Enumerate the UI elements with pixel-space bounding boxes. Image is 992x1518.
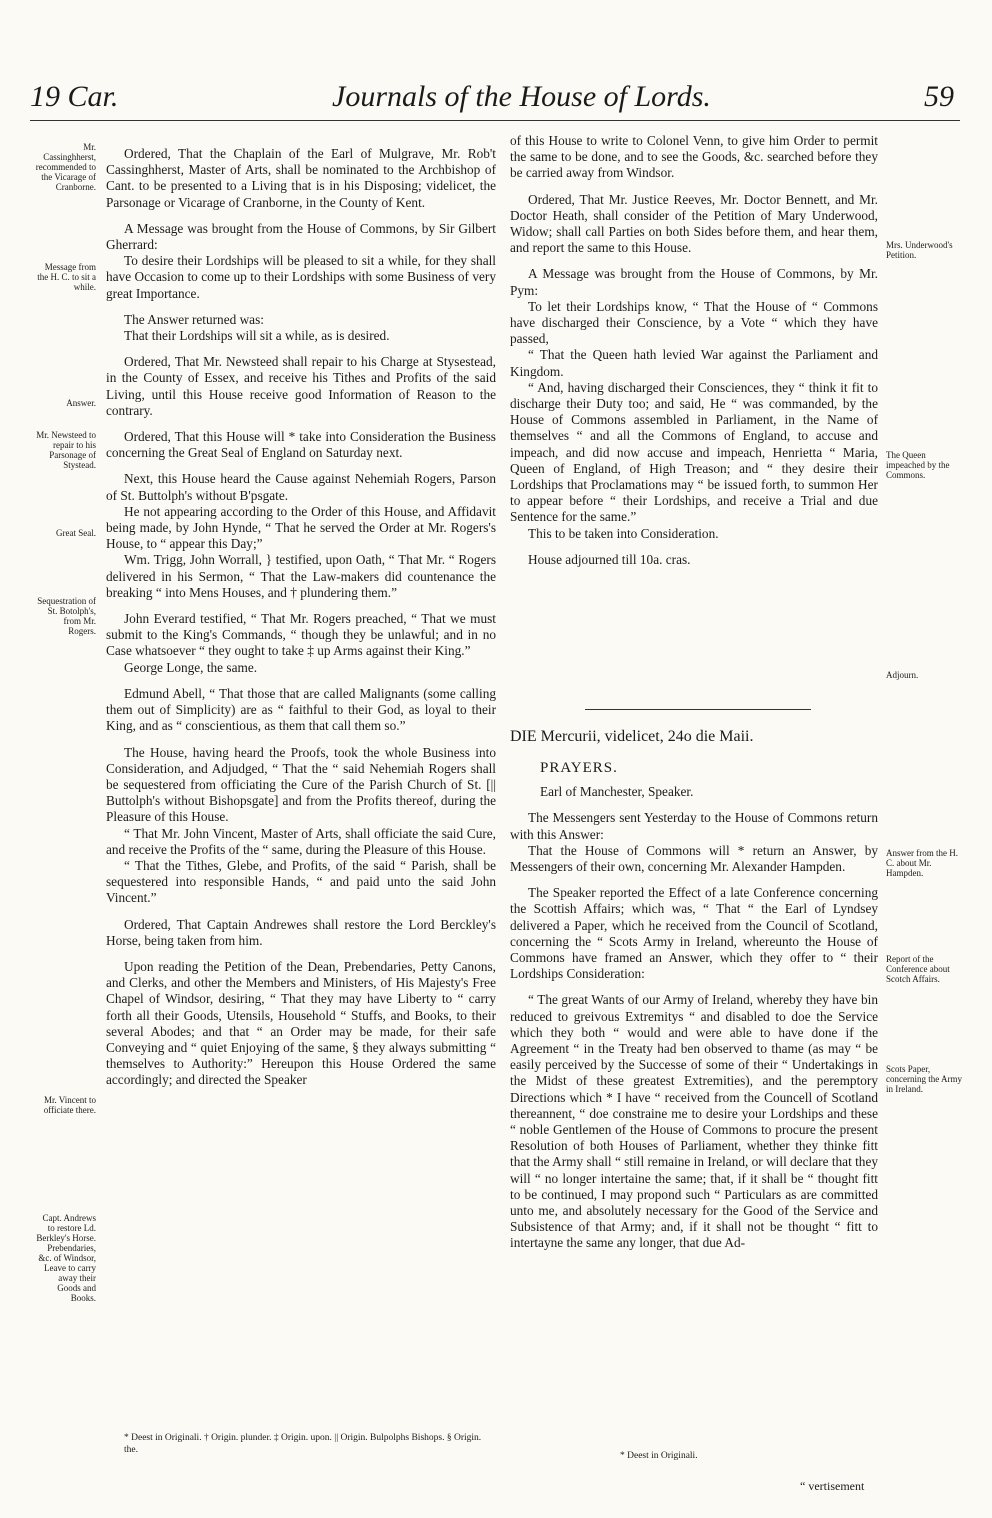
footnote: * Deest in Originali. [620, 1451, 698, 1461]
prayers-heading: PRAYERS. [540, 760, 618, 776]
paragraph: To let their Lordships know, “ That the House of “ Commons have discharged their Conscience, by a Vote “ which they have passed, [510, 298, 878, 347]
paragraph: A Message was brought from the House of Commons, by Mr. Pym: [510, 266, 878, 298]
paragraph: The Speaker reported the Effect of a late Conference concerning the Scottish Affairs; which was, “ That “ the Earl of Lyndsey delivered a Paper, which he received from the Council of Scotland, concerning the “ Scots Army in Ireland, whereunto the House of Commons have framed an Answer, which they offer to “ their Lordships Consideration: [510, 885, 878, 982]
paragraph: A Message was brought from the House of Commons, by Sir Gilbert Gherrard: [106, 220, 496, 253]
running-head-title: Journals of the House of Lords. [332, 80, 711, 113]
paragraph: To desire their Lordships will be pleased to sit a while, for they shall have Occasion to come up to their Lordships with some Business of very great Importance. [106, 253, 496, 301]
margin-note: Mr. Vincent to officiate there. [43, 1095, 96, 1115]
paragraph: Ordered, That Mr. Justice Reeves, Mr. Doctor Bennett, and Mr. Doctor Heath, shall consider of the Petition of Mary Underwood, Widow; shall call Parties on both Sides before them, and hear them, and report the same to this House. [510, 191, 878, 256]
margin-note: Sequestration of St. Botolph's, from Mr. Rogers. [37, 596, 96, 636]
paragraph: Upon reading the Petition of the Dean, Prebendaries, Petty Canons, and Clerks, and other the Members and Ministers, of His Majesty's Free Chapel of Windsor, desiring, “ That they may have Liberty to “ carry forth all their Goods, Utensils, Household “ Stuffs, and Books, to their several Abodes; and that “ an Order may be made, for their safe Conveying and “ quiet Enjoying of the same, § they always submitting “ themselves to Authority:” Hereupon this House Ordered the same accordingly; and directed the Speaker [106, 958, 496, 1088]
paragraph: The Messengers sent Yesterday to the House of Commons return with this Answer: [510, 810, 878, 842]
margin-note: Scots Paper, concerning the Army in Ireland. [886, 1064, 962, 1094]
paragraph: Next, this House heard the Cause against Nehemiah Rogers, Parson of St. Buttolph's without B'psgate. [106, 471, 496, 503]
paragraph: “ And, having discharged their Consciences, they “ think it fit to discharge their Duty too; and said, He “ was commanded, by the House of Commons assembled in Parliament, in the Name of themselves “ and all the Commons of England, to accuse and impeach, and did now accuse and impeach, Henrietta “ Maria, Queen of England, of High Treason; and “ they desire their Lordships that Proclamations may “ be issued forth, to summon Her to appear before “ their Lordships, and receive a Trial and due Sentence for the same.” [510, 379, 878, 525]
paragraph: Ordered, That the Chaplain of the Earl of Mulgrave, Mr. Rob't Cassinghherst, Master of Arts, shall be nominated to the Archbishop of Cant. to be presented to a Living that is in his Disposing; videlicet, the Parsonage or Vicarage of Cranborne, in the County of Kent. [106, 146, 496, 210]
right-column [510, 133, 878, 568]
speaker-line: Earl of Manchester, Speaker. [540, 784, 694, 800]
margin-note: Mrs. Underwood's Petition. [886, 240, 953, 260]
margin-note: Report of the Conference about Scotch Affairs. [886, 954, 950, 984]
paragraph: of this House to write to Colonel Venn, to give him Order to permit the same to be done, and to see the Goods, &c. searched before they be carried away from Windsor. [510, 133, 878, 181]
paragraph: That the House of Commons will * return an Answer, by Messengers of their own, concerning Mr. Alexander Hampden. [510, 842, 878, 875]
paragraph: John Everard testified, “ That Mr. Rogers preached, “ That we must submit to the King's Commands, “ though they be unlawful; and in no Case whatsoever “ they ought to take ‡ up Arms against their King.” [106, 611, 496, 659]
paragraph: The Answer returned was: [124, 311, 264, 327]
section-rule [585, 709, 811, 710]
paragraph: Edmund Abell, “ That those that are called Malignants (some calling them out of Simplicity) are as “ faithful to their God, as loyal to their King, and as “ conscientious, as them that call them so.” [106, 685, 496, 734]
footnotes: * Deest in Originali. † Origin. plunder. ‡ Origin. upon. || Origin. Bulpolphs Bishops. § Origin. the. [124, 1433, 482, 1455]
right-column-new-day [510, 722, 878, 1252]
margin-note: Mr. Cassinghherst, recommended to the Vicarage of Cranborne. [35, 142, 96, 192]
paragraph: Ordered, That Mr. Newsteed shall repair to his Charge at Stysestead, in the County of Essex, and receive his Tithes and Profits of the said Living, until this House receive good Information of Reason to the contrary. [106, 354, 496, 418]
left-column [106, 146, 496, 1089]
margin-note: Great Seal. [56, 528, 96, 538]
paragraph: He not appearing according to the Order of this House, and Affidavit being made, by John Hynde, “ That he served the Order at Mr. Rogers's House, to “ appear this Day;” [106, 503, 496, 552]
margin-note: Message from the H. C. to sit a while. [37, 262, 96, 292]
paragraph: That their Lordships will sit a while, as is desired. [124, 328, 390, 344]
paragraph: Wm. Trigg, John Worrall, } testified, upon Oath, “ That Mr. “ Rogers delivered in his Sermon, “ That the Law-makers did countenance the breaking “ into Mens Houses, and † plundering them.” [106, 552, 496, 600]
header-rule [30, 120, 960, 121]
paragraph: “ That the Queen hath levied War against the Parliament and Kingdom. [510, 347, 878, 379]
paragraph: “ That Mr. John Vincent, Master of Arts, shall officiate the said Cure, and receive the Profits of the “ same, during the Pleasure of this House. [106, 825, 496, 857]
catchword: “ vertisement [800, 1479, 865, 1493]
margin-note: Adjourn. [886, 670, 919, 680]
paragraph: The House, having heard the Proofs, took the whole Business into Consideration, and Adjudged, “ That the “ said Nehemiah Rogers shall be sequestered from officiating the Cure of the Parish Church of St. [|| Buttolph's without Bishopsgate] and from the Profits thereof, during the Pleasure of this House. [106, 744, 496, 825]
margin-note: Capt. Andrews to restore Ld. Berkley's Horse. Prebendaries, &c. of Windsor, Leave to carry away their Goods and Books. [36, 1213, 96, 1303]
page-number: 59 [924, 80, 954, 113]
margin-note: Mr. Newsteed to repair to his Parsonage of Stystead. [36, 430, 96, 470]
margin-note: The Queen impeached by the Commons. [886, 450, 950, 480]
margin-note: Answer from the H. C. about Mr. Hampden. [886, 848, 958, 878]
paragraph: “ The great Wants of our Army of Ireland, whereby they have bin reduced to greivous Extremitys “ and disabled to doe the Service which they both “ would and were able to have done if the Agreement “ in the Treaty had ben observed to thame (as may “ be easily perceived by the Successe of some of their “ Undertakings in the Midst of these greatest Extremities), and the peremptory Directions which * I have “ received from the Councell of Scotland thereannent, “ doe constraine me to desire your Lordships and these “ noble Gentlemen of the House of Commons to procure the present Resolution of both Houses of Parliament, whether they thinke fitt that the Army shall “ still remaine in Ireland, or will declare that they will “ no longer intertaine the same; that, if it shall be “ thought fitt to be continued, I may propond such “ Particulars as are committed unto me, and absolutely necessary for the Good of the Service and Subsistence of that Army; and, if it shall not be thought “ fitt to intertayne the same any longer, that due Ad- [510, 992, 878, 1251]
paragraph: House adjourned till 10a. cras. [528, 551, 691, 567]
paragraph: This to be taken into Consideration. [528, 525, 719, 541]
day-heading: DIE Mercurii, videlicet, 24o die Maii. [510, 728, 754, 745]
paragraph: George Longe, the same. [124, 659, 258, 675]
running-head-left: 19 Car. [30, 80, 119, 113]
paragraph: “ That the Tithes, Glebe, and Profits, of the said “ Parish, shall be sequestered into responsible Hands, “ and paid unto the said John Vincent.” [106, 857, 496, 906]
margin-note: Answer. [66, 398, 96, 408]
paragraph: Ordered, That this House will * take into Consideration the Business concerning the Great Seal of England on Saturday next. [106, 429, 496, 461]
paragraph: Ordered, That Captain Andrewes shall restore the Lord Berckley's Horse, being taken from him. [106, 916, 496, 948]
